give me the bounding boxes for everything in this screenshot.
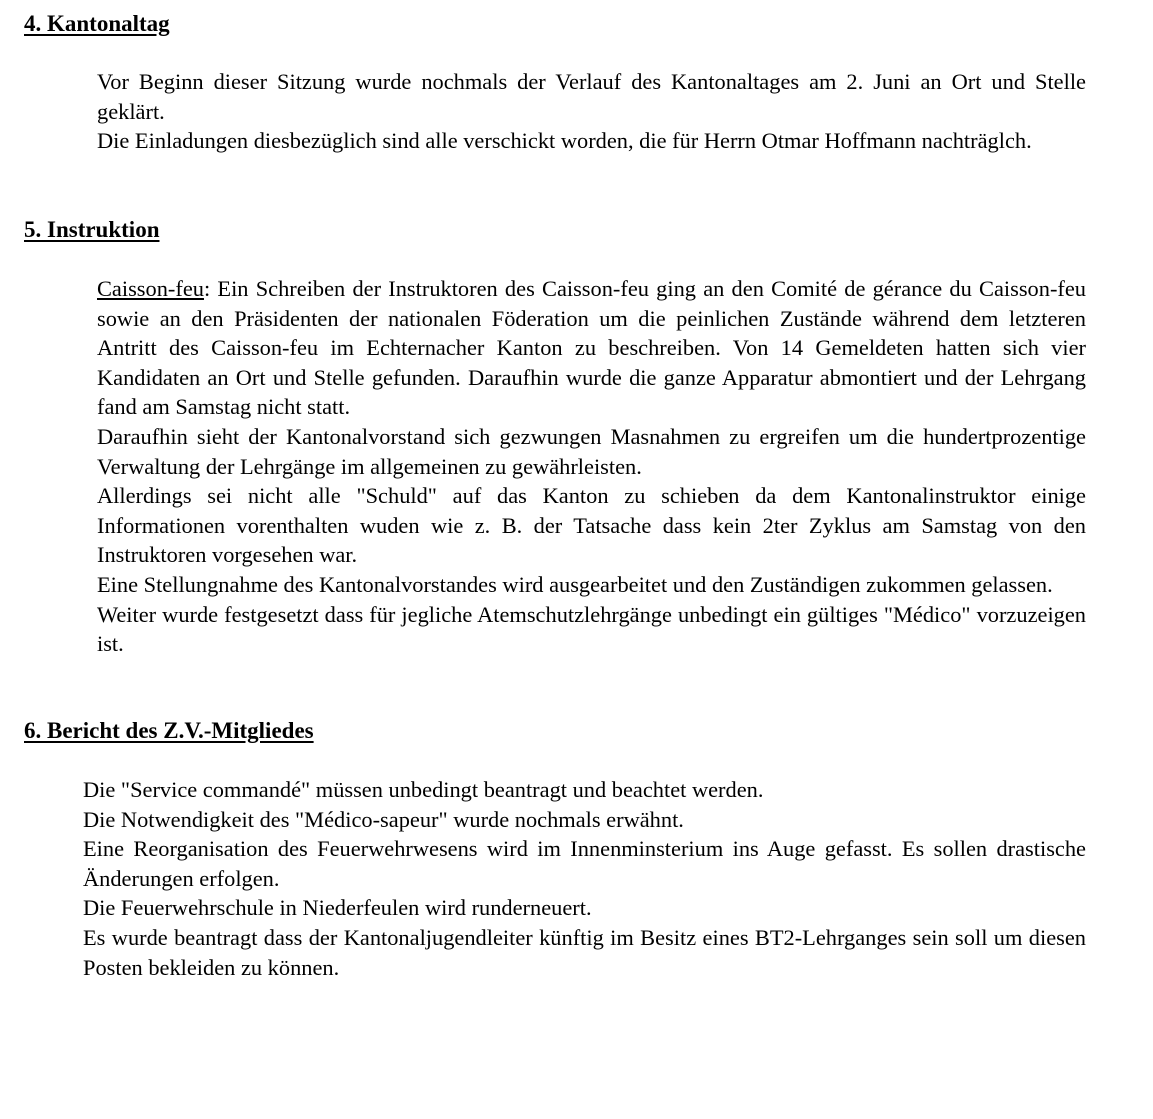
section-body-instruktion [97,274,1086,659]
paragraph: Weiter wurde festgesetzt dass für jegliche Atemschutzlehrgänge unbedingt ein gültiges "Médico" vorzuzeigen ist. [97,601,1086,657]
paragraph [97,274,1086,422]
section-body-bericht [83,775,1086,982]
paragraph: Die Feuerwehrschule in Niederfeulen wird runderneuert. [83,895,592,921]
paragraph: Die Notwendigkeit des "Médico-sapeur" wurde nochmals erwähnt. [83,806,684,832]
paragraph: Vor Beginn dieser Sitzung wurde nochmals der Verlauf des Kantonaltages am 2. Juni an Ort und Stelle geklärt. [97,69,1086,124]
paragraph: Daraufhin sieht der Kantonalvorstand sich gezwungen Masnahmen zu ergreifen um die hundertprozentige Verwaltung der Lehrgänge im allgemeinen zu gewährleisten. [97,423,1086,479]
section-heading-bericht: 6. Bericht des Z.V.-Mitgliedes [24,718,314,743]
paragraph: Die "Service commandé" müssen unbedingt beantragt und beachtet werden. [83,777,764,802]
section-body-kantonaltag [97,67,1086,156]
paragraph: Eine Stellungnahme des Kantonalvorstandes wird ausgearbeitet und den Zuständigen zukommen gelassen. [97,571,1053,597]
paragraph: Es wurde beantragt dass der Kantonaljugendleiter künftig im Besitz eines BT2-Lehrganges sein soll um diesen Posten bekleiden zu können. [83,924,1086,980]
paragraph-text: : Ein Schreiben der Instruktoren des Caisson-feu ging an den Comité de gérance du Caisson-feu sowie an den Präsidenten der nationalen Föderation um die peinlichen Zustände während dem letzteren Antritt des Caisson-feu im Echternacher Kanton zu beschreiben. Von 14 Gemeldeten hatten sich vier Kandidaten an Ort und Stelle gefunden. Daraufhin wurde die ganze Apparatur abmontiert und der Lehrgang fand am Samstag nicht statt. [97,276,1086,420]
paragraph: Eine Reorganisation des Feuerwehrwesens wird im Innenminsterium ins Auge gefasst. Es sollen drastische Änderungen erfolgen. [83,836,1086,891]
lead-term: Caisson-feu [97,276,204,301]
section-heading-kantonaltag: 4. Kantonaltag [24,11,170,36]
paragraph: Allerdings sei nicht alle "Schuld" auf das Kanton zu schieben da dem Kantonalinstruktor einige Informationen vorenthalten wuden wie z. B. der Tatsache dass kein 2ter Zyklus am Samstag von den Instruktoren vorgesehen war. [97,483,1086,568]
section-heading-instruktion: 5. Instruktion [24,217,160,242]
paragraph: Die Einladungen diesbezüglich sind alle verschickt worden, die für Herrn Otmar Hoffmann nachträglch. [97,128,1032,154]
